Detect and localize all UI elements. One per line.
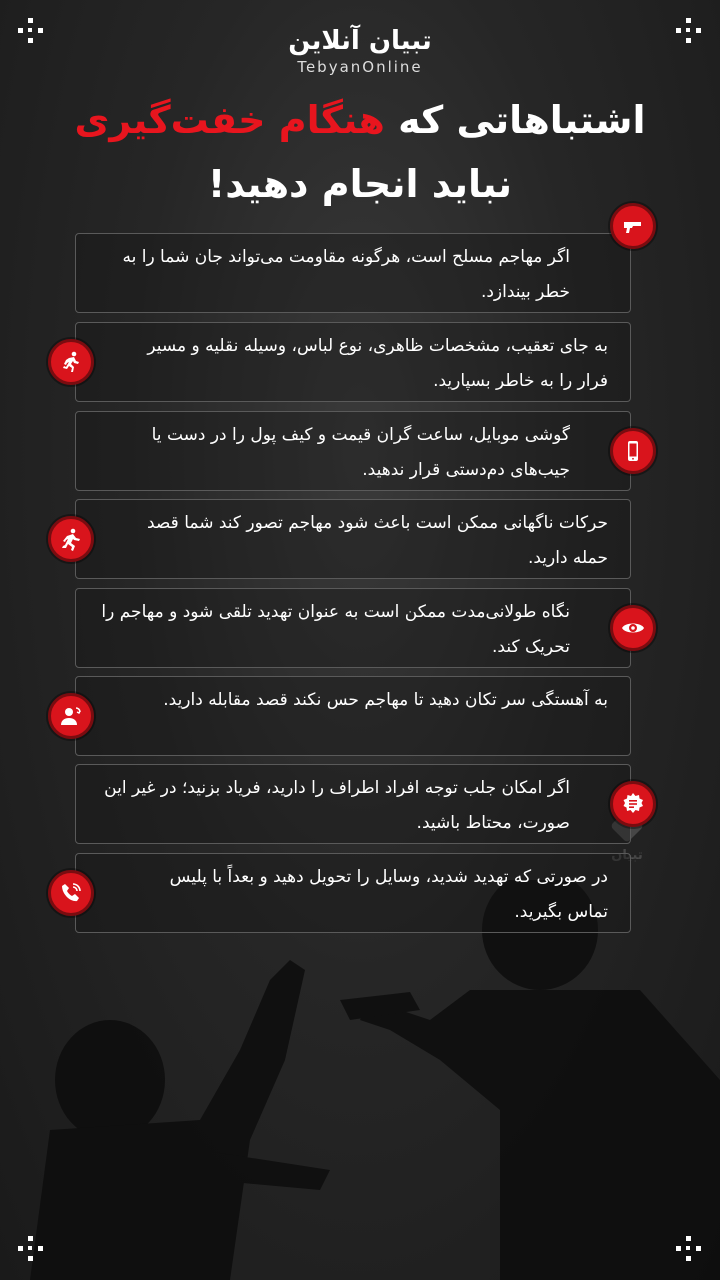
brand-name-en: TebyanOnline <box>297 58 423 76</box>
tip-card: گوشی موبایل، ساعت گران قیمت و کیف پول را در دست یا جیب‌های دم‌دستی قرار ندهید. <box>75 411 631 491</box>
sudden-move-icon <box>48 516 94 562</box>
brand-name-fa: تبیان آنلاین <box>288 26 432 56</box>
brand-logo <box>0 26 720 76</box>
phone-call-icon <box>48 870 94 916</box>
tip-card: به جای تعقیب، مشخصات ظاهری، نوع لباس، وسیله نقلیه و مسیر فرار را به خاطر بسپارید. <box>75 322 631 402</box>
tip-card: اگر مهاجم مسلح است، هرگونه مقاومت می‌تواند جان شما را به خطر بیندازد. <box>75 233 631 313</box>
title-line-1: اشتباهاتی که هنگام خفت‌گیری <box>74 98 646 142</box>
corner-dots-bottom-left <box>18 1236 44 1262</box>
corner-dots-bottom-right <box>676 1236 702 1262</box>
tip-card: اگر امکان جلب توجه افراد اطراف را دارید، فریاد بزنید؛ در غیر این صورت، محتاط باشید. <box>75 764 631 844</box>
attacker-silhouette <box>300 880 720 1280</box>
title-line-2: نباید انجام دهید! <box>207 162 513 206</box>
tip-card: نگاه طولانی‌مدت ممکن است به عنوان تهدید تلقی شود و مهاجم را تحریک کند. <box>75 588 631 668</box>
tip-card: در صورتی که تهدید شدید، وسایل را تحویل دهید و بعداً با پلیس تماس بگیرید. <box>75 853 631 933</box>
gun-icon <box>610 203 656 249</box>
mobile-phone-icon <box>610 428 656 474</box>
tip-card: به آهستگی سر تکان دهید تا مهاجم حس نکند قصد مقابله دارید. <box>75 676 631 756</box>
user-nod-icon <box>48 693 94 739</box>
alert-shout-icon <box>610 781 656 827</box>
page-title <box>40 88 680 216</box>
tip-card: حرکات ناگهانی ممکن است باعث شود مهاجم تصور کند شما قصد حمله دارید. <box>75 499 631 579</box>
eye-icon <box>610 605 656 651</box>
watermark-text: تبیان <box>611 848 643 863</box>
title-highlight: هنگام خفت‌گیری <box>74 98 385 142</box>
victim-silhouette <box>20 940 340 1280</box>
running-person-icon <box>48 339 94 385</box>
